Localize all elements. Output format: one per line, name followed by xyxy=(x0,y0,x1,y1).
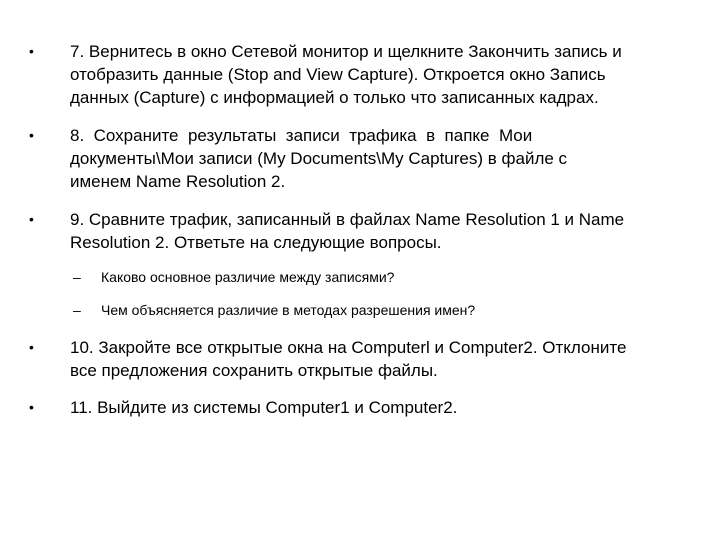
item-10-line-1: 10. Закройте все открытые окна на Computerl и Computer2. Отклоните xyxy=(70,338,627,357)
item-11-line-1: 11. Выйдите из системы Computer1 и Computer2. xyxy=(70,398,458,417)
list-item-10 xyxy=(29,336,672,382)
dash-icon: – xyxy=(73,269,81,285)
bullet-icon: • xyxy=(29,339,34,355)
item-9-line-1: 9. Сравните трафик, записанный в файлах Name Resolution 1 и Name xyxy=(70,210,625,229)
item-8-line-1: 8. Сохраните результаты записи трафика в папке Мои xyxy=(70,126,533,145)
bullet-icon: • xyxy=(29,399,34,415)
item-7-line-2: отобразить данные (Stop and View Capture). Откроется окно Запись xyxy=(70,65,606,84)
item-9-line-2: Resolution 2. Ответьте на следующие вопросы. xyxy=(70,233,442,252)
list-item-9 xyxy=(29,208,672,254)
list-item-7 xyxy=(29,40,672,109)
item-7-line-1: 7. Вернитесь в окно Сетевой монитор и щелкните Закончить запись и xyxy=(70,42,622,61)
item-8-line-3: именем Name Resolution 2. xyxy=(70,172,286,191)
item-8-line-2: документы\Мои записи (My Documents\My Captures) в файле с xyxy=(70,149,568,168)
sub-question-1-text: Каково основное различие между записями? xyxy=(101,269,395,285)
dash-icon: – xyxy=(73,302,81,318)
item-7-line-3: данных (Capture) с информацией о только что записанных кадрах. xyxy=(70,88,599,107)
sub-question-2-text: Чем объясняется различие в методах разрешения имен? xyxy=(101,302,476,318)
bullet-icon: • xyxy=(29,43,34,59)
bullet-icon: • xyxy=(29,211,34,227)
list-item-11 xyxy=(29,396,672,419)
list-item-8 xyxy=(29,124,672,193)
item-10-line-2: все предложения сохранить открытые файлы. xyxy=(70,361,438,380)
bullet-icon: • xyxy=(29,127,34,143)
